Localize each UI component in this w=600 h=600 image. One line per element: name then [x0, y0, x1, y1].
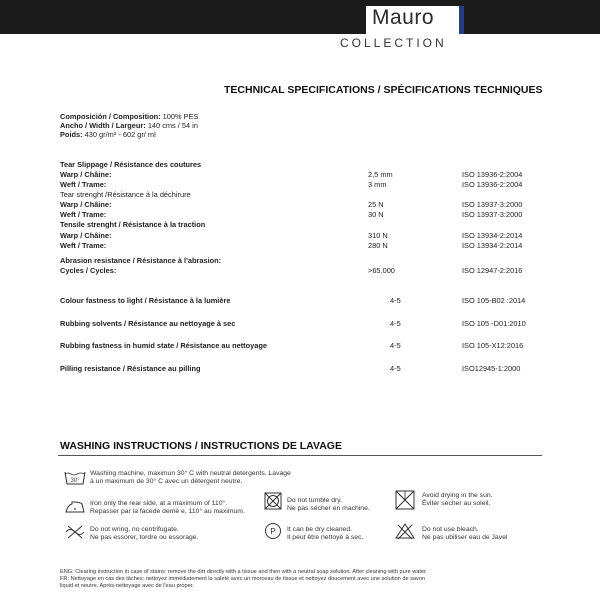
spec-row [0, 266, 600, 275]
no-bleach-icon [395, 522, 415, 540]
fastness-value: 4-5 [390, 319, 401, 328]
fastness-label: Rubbing solvents / Résistance au nettoyage à sec [60, 319, 236, 328]
fastness-row [0, 296, 600, 305]
spec-label: Tensile strenght / Résistance à la traction [60, 220, 206, 229]
iron-line2: Repasser par la facede demè e, 110° au maximum. [90, 508, 245, 515]
fastness-row [0, 341, 600, 350]
iron-line1: Iron only the rear side, at a maximum of 110°. [90, 500, 228, 507]
fastness-value: 4-5 [390, 296, 401, 305]
width-value: 140 cms / 54 in [147, 121, 198, 130]
spec-standard: ISO 13936-2:2004 [462, 180, 523, 189]
fastness-standard: ISO 105 -D01:2010 [462, 319, 526, 328]
spec-standard: ISO 13934-2:2014 [462, 231, 523, 240]
spec-standard: ISO 13937-3:2000 [462, 200, 523, 209]
wash-temp-label: 30° [70, 478, 80, 484]
bleach-line2: Ne pas ubiliser eau de Javel [422, 534, 508, 541]
spec-value: >65.000 [368, 266, 395, 275]
wash-machine-text [90, 470, 291, 486]
spec-value: 30 N [368, 210, 384, 219]
wash-machine-line1: Washing machine, maximun 30° C with neutral detergents. Lavage [90, 470, 291, 477]
no-wring-icon [64, 524, 86, 540]
fastness-standard: ISO 105-B02 :2014 [462, 296, 526, 305]
spec-label: Abrasion resistance / Résistance à l'abrasion: [60, 256, 222, 265]
sun-text [422, 492, 493, 508]
wring-line2: Ne pas essorer, tordre ou essorage. [90, 534, 199, 541]
composition-value: 100% PES [162, 112, 199, 121]
spec-row [0, 190, 600, 199]
spec-row [0, 241, 600, 250]
footnote-line3: liquid et neutre. Après-nettoyage avec de l'eau proper. [60, 583, 194, 589]
dry-clean-line2: Il peut être nettoyé à sec. [287, 534, 364, 541]
wash-30-icon [64, 470, 86, 486]
fastness-value: 4-5 [390, 364, 401, 373]
spec-value: 2,5 mm [368, 170, 393, 179]
fastness-label: Pilling resistance / Résistance au pilling [60, 364, 201, 373]
dry-clean-icon [264, 522, 282, 540]
tumble-line1: Do not tumble dry. [287, 497, 343, 504]
spec-row [0, 210, 600, 219]
spec-label: Tear Slippage / Résistance des coutures [60, 160, 202, 169]
spec-label: Warp / Châine: [60, 231, 112, 240]
brand-name: Mauro [372, 6, 435, 29]
fastness-row [0, 364, 600, 373]
spec-standard: ISO 13936-2:2004 [462, 170, 523, 179]
dry-clean-text [287, 526, 363, 542]
spec-standard: ISO 13937-3:2000 [462, 210, 523, 219]
footnote-line2: FR: Nettoyage en cas des tâches: nettoyez immédiatement la saleté avec un morceau de tissue et nettoyez doucement avec une solution de savon [60, 576, 426, 582]
weight-line [60, 131, 156, 140]
spec-row [0, 256, 600, 265]
spec-row [0, 160, 600, 169]
wring-line1: Do not wring, no centrifugate. [90, 526, 179, 533]
spec-value: 310 N [368, 231, 388, 240]
sun-line2: Éviter sécher au soleil. [422, 500, 491, 507]
spec-value: 3 mm [368, 180, 387, 189]
weight-label: Poids: [60, 130, 83, 139]
iron-icon [64, 500, 86, 514]
wash-machine-line2: à un maximum de 30° C avec un détergent neutre. [90, 478, 243, 485]
spec-label: Weft / Trame: [60, 180, 107, 189]
width-label: Ancho / Width / Largeur: [60, 121, 146, 130]
spec-row [0, 170, 600, 179]
fastness-label: Colour fastness to light / Résistance à la lumière [60, 296, 231, 305]
fastness-standard: ISO 105-X12:2016 [462, 341, 524, 350]
brand-accent-bar [459, 6, 464, 34]
spec-row [0, 231, 600, 240]
fastness-row [0, 319, 600, 328]
fastness-label: Rubbing fastness in humid state / Résistance au nettoyage [60, 341, 267, 350]
spec-row [0, 220, 600, 229]
dry-clean-letter: P [270, 527, 276, 536]
wring-text [90, 526, 198, 542]
iron-text [90, 500, 245, 516]
spec-standard: ISO 13934-2:2014 [462, 241, 523, 250]
tumble-text [287, 497, 370, 513]
footnote-line1: ENG: Clearing instruction in case of stains: remove the dirt directly with a tissue and then with a neutral soap solution. After cleaning with pure water. [60, 569, 428, 575]
header-bar [0, 0, 600, 34]
dry-clean-line1: It can be dry cleaned. [287, 526, 352, 533]
spec-label: Cycles / Cycles: [60, 266, 117, 275]
fastness-value: 4-5 [390, 341, 401, 350]
no-tumble-dry-icon [264, 492, 282, 510]
spec-label: Warp / Châine: [60, 170, 112, 179]
spec-standard: ISO 12947-2:2016 [462, 266, 523, 275]
spec-label: Weft / Trame: [60, 210, 107, 219]
tech-spec-title: TECHNICAL SPECIFICATIONS / SPÉCIFICATIONS TECHNIQUES [224, 84, 543, 96]
no-sun-dry-icon [395, 490, 415, 510]
wash-title: WASHING INSTRUCTIONS / INSTRUCTIONS DE LAVAGE [60, 440, 342, 452]
spec-label: Weft / Trame: [60, 241, 107, 250]
spec-value: 280 N [368, 241, 388, 250]
weight-value: 430 gr/m² - 602 gr/ ml [84, 130, 156, 139]
tumble-line2: Ne pas sécher en machine. [287, 505, 370, 512]
composition-label: Composición / Composition: [60, 112, 161, 121]
sun-line1: Avoid drying in the sun. [422, 492, 493, 499]
spec-label: Tear strenght /Résistance à la déchirure [60, 190, 191, 199]
fastness-standard: ISO12945-1:2000 [462, 364, 521, 373]
bleach-text [422, 526, 507, 542]
spec-label: Warp / Châine: [60, 200, 112, 209]
brand-subtitle: COLLECTION [340, 36, 447, 50]
spec-row [0, 180, 600, 189]
wash-divider [58, 455, 542, 456]
spec-value: 25 N [368, 200, 384, 209]
spec-row [0, 200, 600, 209]
bleach-line1: Do not use bleach. [422, 526, 479, 533]
